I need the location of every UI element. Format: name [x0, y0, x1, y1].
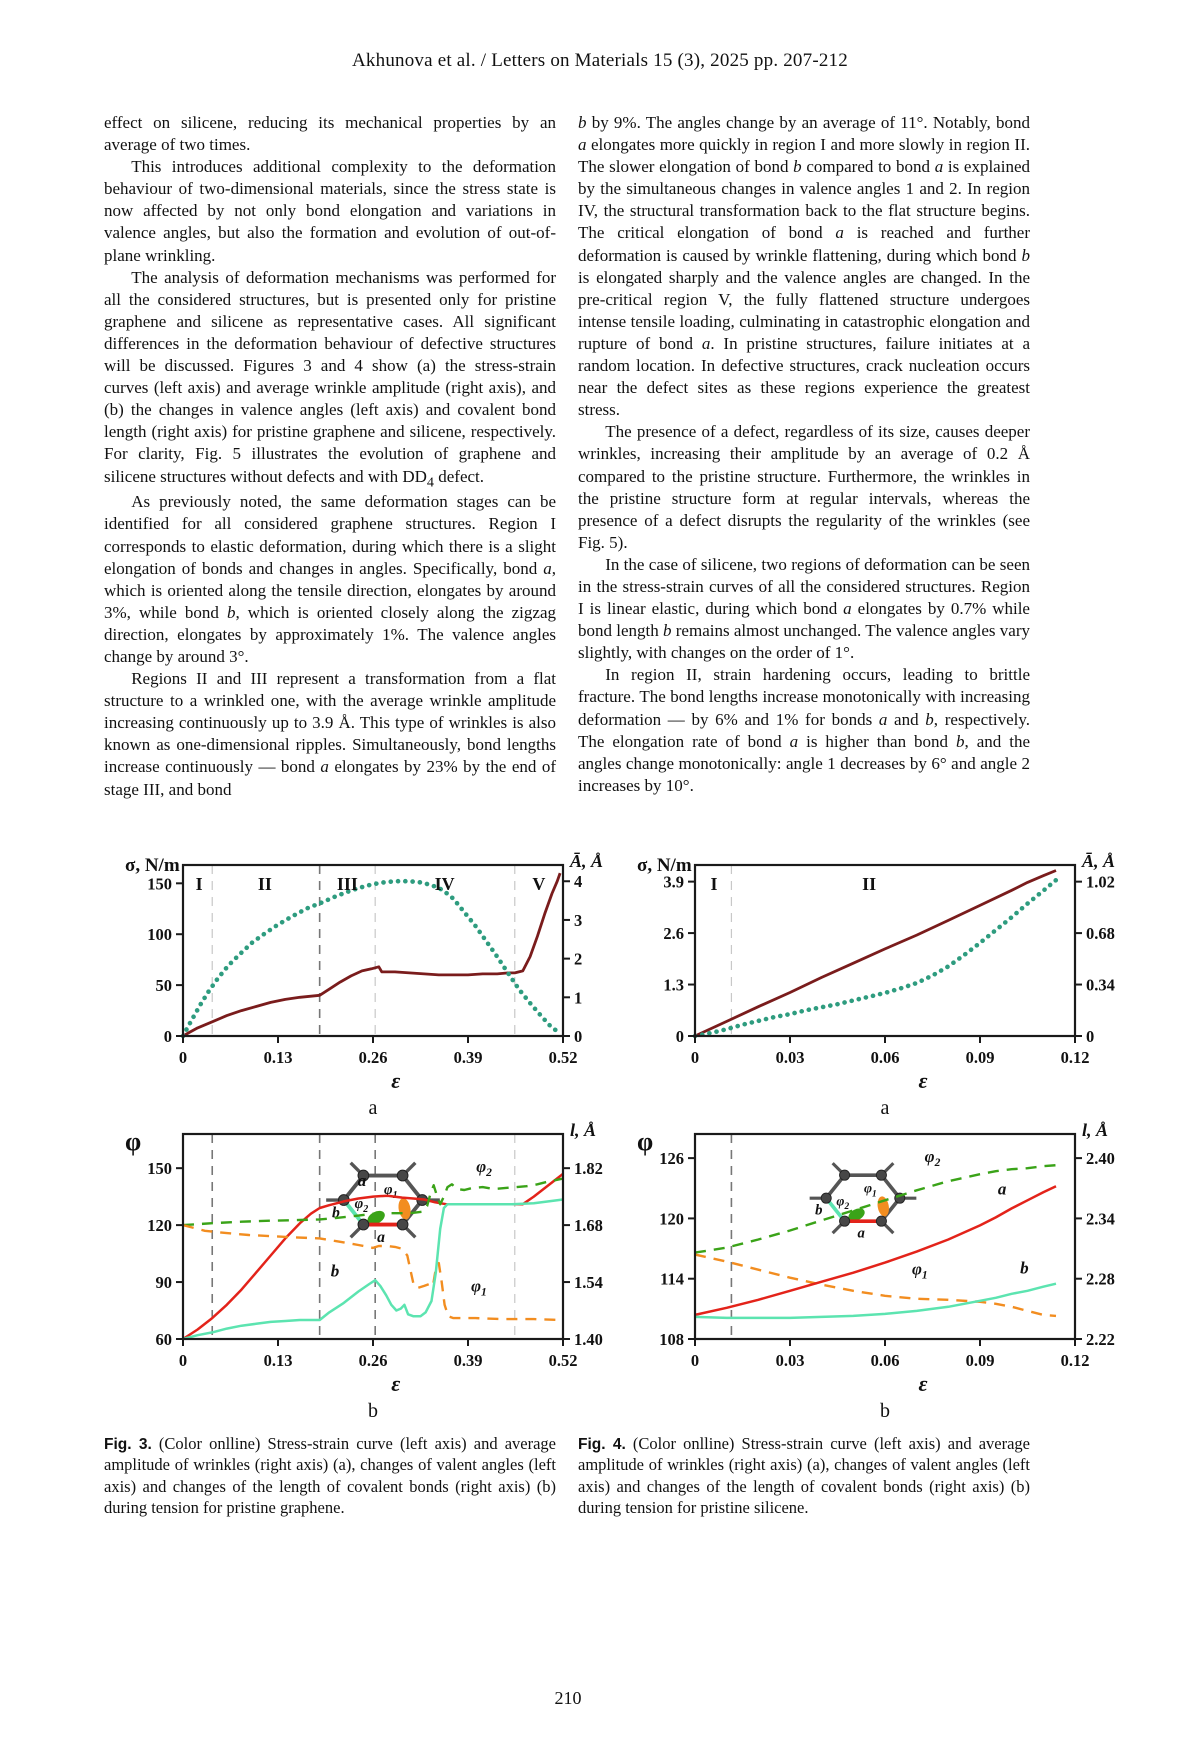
- figures-row: [0, 851, 1200, 1518]
- right-tick-label: 0.68: [1086, 923, 1115, 943]
- atom: [876, 1170, 886, 1180]
- fig3b-chart: [123, 1119, 603, 1423]
- series-stress-strain: [183, 873, 560, 1036]
- x-tick-label: 0.13: [263, 1047, 293, 1067]
- left-tick-label: 108: [659, 1329, 684, 1349]
- region-label: II: [862, 873, 877, 894]
- atom: [397, 1219, 408, 1230]
- right-tick-label: 1.82: [574, 1158, 603, 1178]
- inset-a-label: a: [857, 1225, 865, 1242]
- x-tick-label: 0.52: [548, 1047, 578, 1067]
- region-label: I: [710, 873, 718, 894]
- right-tick-label: 2.28: [1086, 1269, 1115, 1289]
- right-axis-title: Ā, Å: [570, 850, 604, 871]
- curve-label: $\varphi_1$: [911, 1259, 928, 1282]
- x-tick-label: 0: [690, 1047, 700, 1067]
- page: [0, 50, 1200, 1708]
- inset-phi2-label: $\varphi_2$: [836, 1193, 850, 1212]
- fig3-caption-text: (Color onlline) Stress-strain curve (left axis) and average amplitude of wrinkles (right axis) (a), changes of valent angles (left axis) and changes of the length of covalent bonds (right axis) (b) during tension for pristine graphene.: [104, 1433, 556, 1517]
- right-axis-title: l, Å: [570, 1119, 597, 1140]
- right-tick-label: 4: [574, 871, 583, 891]
- x-tick-label: 0.39: [453, 1350, 483, 1370]
- inset-phi2-label: $\varphi_2$: [354, 1195, 369, 1215]
- left-tick-label: 0: [163, 1026, 172, 1046]
- atom: [821, 1193, 831, 1203]
- curve-label: b: [1020, 1258, 1029, 1278]
- body-text: [0, 112, 1200, 801]
- chart-svg: [123, 1120, 620, 1423]
- left-tick-label: 114: [660, 1269, 684, 1289]
- series-angle-phi1: [695, 1254, 1056, 1315]
- left-axis-title: φ: [125, 1126, 142, 1156]
- right-tick-label: 1.02: [1086, 872, 1115, 892]
- right-tick-label: 2.22: [1086, 1329, 1115, 1349]
- region-label: IV: [434, 873, 455, 894]
- region-label: II: [257, 873, 272, 894]
- x-tick-label: 0.06: [870, 1047, 900, 1067]
- x-tick-label: 0.09: [965, 1350, 995, 1370]
- panel-sublabel: a: [880, 1096, 890, 1119]
- paragraph: b by 9%. The angles change by an average of 11°. Notably, bond a elongates more quickly in region I and more slowly in region II. The slower elongation of bond b compared to bond a is explained by the simultaneous changes in valence angles 1 and 2. In region IV, the structural transformation back to the flat structure begins. The critical elongation of bond a is reached and further deformation is caused by wrinkle flattening, during which bond b is elongated sharply and the valence angles are changed. In the pre-critical region V, the fully flattened structure undergoes intense tensile loading, culminating in catastrophic elongation and rupture of bond a. In pristine structures, failure initiates at a random location. In defective structures, crack nucleation occurs near the defect sites as these regions experience the greatest stress.: [578, 113, 1030, 420]
- column-right: [578, 112, 1030, 801]
- x-tick-label: 0: [178, 1047, 188, 1067]
- x-tick-label: 0.26: [358, 1350, 388, 1370]
- left-tick-label: 126: [659, 1148, 684, 1168]
- x-tick-label: 0.03: [775, 1047, 805, 1067]
- curve-label: $\varphi_2$: [924, 1146, 941, 1169]
- paragraph: Regions II and III represent a transformation from a flat structure to a wrinkled one, with the average wrinkle amplitude increasing continuously up to 3.9 Å. This type of wrinkles is also known as one-dimensional ripples. Simultaneously, bond lengths increase continuously — bond a elongates by 23% by the end of stage III, and bond: [104, 669, 556, 799]
- x-axis-title: ε: [918, 1370, 928, 1396]
- series-bond-b-length: [695, 1283, 1056, 1317]
- curve-label: a: [357, 1170, 367, 1190]
- fig4-caption: [578, 1433, 1030, 1518]
- right-axis-title: l, Å: [1082, 1119, 1109, 1140]
- left-tick-label: 50: [155, 975, 172, 995]
- x-tick-label: 0.26: [358, 1047, 388, 1067]
- fig4-caption-label: Fig. 4.: [578, 1435, 626, 1453]
- right-tick-label: 2.34: [1086, 1209, 1115, 1229]
- region-label: I: [195, 873, 203, 894]
- left-tick-label: 0: [675, 1026, 684, 1046]
- atom: [840, 1170, 850, 1180]
- left-tick-label: 100: [147, 924, 172, 944]
- x-tick-label: 0.03: [775, 1350, 805, 1370]
- curve-label: $\varphi_1$: [471, 1276, 487, 1299]
- paragraph: As previously noted, the same deformation stages can be identified for all considered graphene structures. Region I corresponds to elastic deformation, during which there is a slight elongation of bonds and changes in angles. Specifically, bond a, which is oriented along the tensile direction, elongates by around 3%, while bond b, which is oriented closely along the zigzag direction, elongates by approximately 1%. The valence angles change by around 3°.: [104, 492, 556, 666]
- paragraph: This introduces additional complexity to the deformation behaviour of two-dimensional materials, since the stress state is now affected by not only bond elongation and variations in valence angles, but also the formation and evolution of out-of-plane wrinkling.: [104, 157, 556, 265]
- series-angle-phi1: [183, 1225, 563, 1320]
- region-label: V: [532, 873, 546, 894]
- fig3-caption: [104, 1433, 556, 1518]
- x-axis-title: ε: [391, 1370, 401, 1396]
- x-tick-label: 0.39: [453, 1047, 483, 1067]
- series-stress-strain: [695, 870, 1056, 1036]
- atom: [840, 1216, 850, 1226]
- region-label: III: [336, 873, 358, 894]
- left-tick-label: 120: [659, 1209, 684, 1229]
- left-tick-label: 60: [155, 1329, 172, 1349]
- atom: [358, 1219, 369, 1230]
- inset-b-label: b: [332, 1204, 340, 1222]
- left-tick-label: 1.3: [663, 975, 684, 995]
- atom: [397, 1170, 408, 1181]
- fig4-caption-text: (Color onlline) Stress-strain curve (left axis) and average amplitude of wrinkles (right axis) (a), changes of valent angles (left axis) and changes of the length of covalent bonds (right axis) (b) during tension for pristine silicene.: [578, 1433, 1030, 1517]
- right-axis-title: Ā, Å: [1082, 850, 1116, 871]
- left-axis-title: σ, N/m: [125, 854, 180, 876]
- left-tick-label: 150: [147, 1158, 172, 1178]
- molecule-inset: [326, 1162, 440, 1245]
- fig4b-chart: [635, 1119, 1115, 1423]
- right-tick-label: 3: [574, 910, 583, 930]
- column-left: [104, 112, 556, 801]
- paragraph: In region II, strain hardening occurs, leading to brittle fracture. The bond lengths increase monotonically with increasing deformation — by 6% and 1% for bonds a and b, respectively. The elongation rate of bond a is higher than bond b, and the angles change monotonically: angle 1 decreases by 6° and angle 2 increases by 10°.: [578, 665, 1031, 795]
- fig4a-chart: [635, 850, 1116, 1120]
- panel-sublabel: b: [880, 1399, 890, 1422]
- left-tick-label: 120: [147, 1215, 172, 1235]
- series-bond-a-length: [183, 1174, 563, 1339]
- x-tick-label: 0.52: [548, 1350, 578, 1370]
- atom: [876, 1216, 886, 1226]
- left-tick-label: 90: [155, 1272, 172, 1292]
- right-tick-label: 1.40: [574, 1329, 603, 1349]
- x-tick-label: 0.12: [1060, 1047, 1090, 1067]
- right-tick-label: 0: [574, 1026, 583, 1046]
- fig3-caption-label: Fig. 3.: [104, 1435, 152, 1453]
- x-axis-title: ε: [391, 1067, 401, 1093]
- x-tick-label: 0.06: [870, 1350, 900, 1370]
- right-tick-label: 1.68: [574, 1215, 603, 1235]
- chart-svg: [635, 851, 1132, 1120]
- left-tick-label: 3.9: [663, 872, 684, 892]
- page-number: 210: [554, 1688, 582, 1708]
- right-tick-label: 0: [1086, 1026, 1095, 1046]
- x-tick-label: 0: [690, 1350, 700, 1370]
- x-tick-label: 0.13: [263, 1350, 293, 1370]
- inset-phi1-label: $\varphi_1$: [863, 1180, 877, 1199]
- inset-a-label: a: [377, 1228, 385, 1246]
- right-tick-label: 1: [574, 987, 583, 1007]
- chart-svg: [635, 1120, 1132, 1423]
- panel-sublabel: b: [368, 1399, 378, 1422]
- running-head: Akhunova et al. / Letters on Materials 15 (3), 2025 pp. 207-212: [352, 50, 848, 71]
- plot-frame: [183, 1134, 563, 1339]
- paragraph: effect on silicene, reducing its mechanical properties by an average of two times.: [104, 113, 556, 155]
- fig3a-chart: [123, 850, 604, 1120]
- curve-label: b: [330, 1260, 340, 1280]
- left-tick-label: 2.6: [663, 923, 684, 943]
- chart-svg: [123, 851, 620, 1120]
- x-axis-title: ε: [918, 1067, 928, 1093]
- x-tick-label: 0: [178, 1350, 188, 1370]
- curve-label: $\varphi_2$: [476, 1156, 492, 1179]
- right-tick-label: 1.54: [574, 1272, 603, 1292]
- inset-phi1-label: $\varphi_1$: [384, 1181, 398, 1201]
- paragraph: The presence of a defect, regardless of its size, causes deeper wrinkles, increasing their amplitude by an average of 0.2 Å compared to the pristine structure. Furthermore, the wrinkles in the pristine structure form at regular intervals, whereas the presence of a defect disrupts the regularity of the wrinkles (see Fig. 5).: [578, 422, 1030, 552]
- inset-b-label: b: [815, 1202, 823, 1219]
- right-tick-label: 2.40: [1086, 1148, 1115, 1168]
- right-tick-label: 2: [574, 949, 583, 969]
- x-tick-label: 0.12: [1060, 1350, 1090, 1370]
- panel-sublabel: a: [368, 1096, 378, 1119]
- left-tick-label: 150: [147, 873, 172, 893]
- molecule-inset: [810, 1163, 917, 1242]
- series-wrinkle-amplitude: [183, 881, 559, 1036]
- left-axis-title: φ: [637, 1126, 654, 1156]
- paragraph: The analysis of deformation mechanisms was performed for all the considered structures, but is presented only for pristine graphene and silicene as representative cases. All significant differences in the deformation behaviour of defective structures will be discussed. Figures 3 and 4 show (a) the stress-strain curves (left axis) and average wrinkle amplitude (right axis), and (b) the changes in valence angles (left axis) and covalent bond length (right axis) for pristine graphene and silicene, respectively. For clarity, Fig. 5 illustrates the evolution of graphene and silicene structures without defects and with $DD_4$ defect.: [104, 267, 556, 490]
- figure-4: [578, 850, 1116, 1518]
- x-tick-label: 0.09: [965, 1047, 995, 1067]
- series-wrinkle-amplitude: [695, 880, 1056, 1036]
- paragraph: In the case of silicene, two regions of deformation can be seen in the stress-strain curves of all the considered structures. Region I is linear elastic, during which bond a elongates by 0.7% while bond length b remains almost unchanged. The valence angles vary slightly, with changes on the order of 1°.: [578, 554, 1030, 663]
- right-tick-label: 0.34: [1086, 975, 1115, 995]
- left-axis-title: σ, N/m: [637, 854, 692, 876]
- curve-label: a: [997, 1178, 1007, 1198]
